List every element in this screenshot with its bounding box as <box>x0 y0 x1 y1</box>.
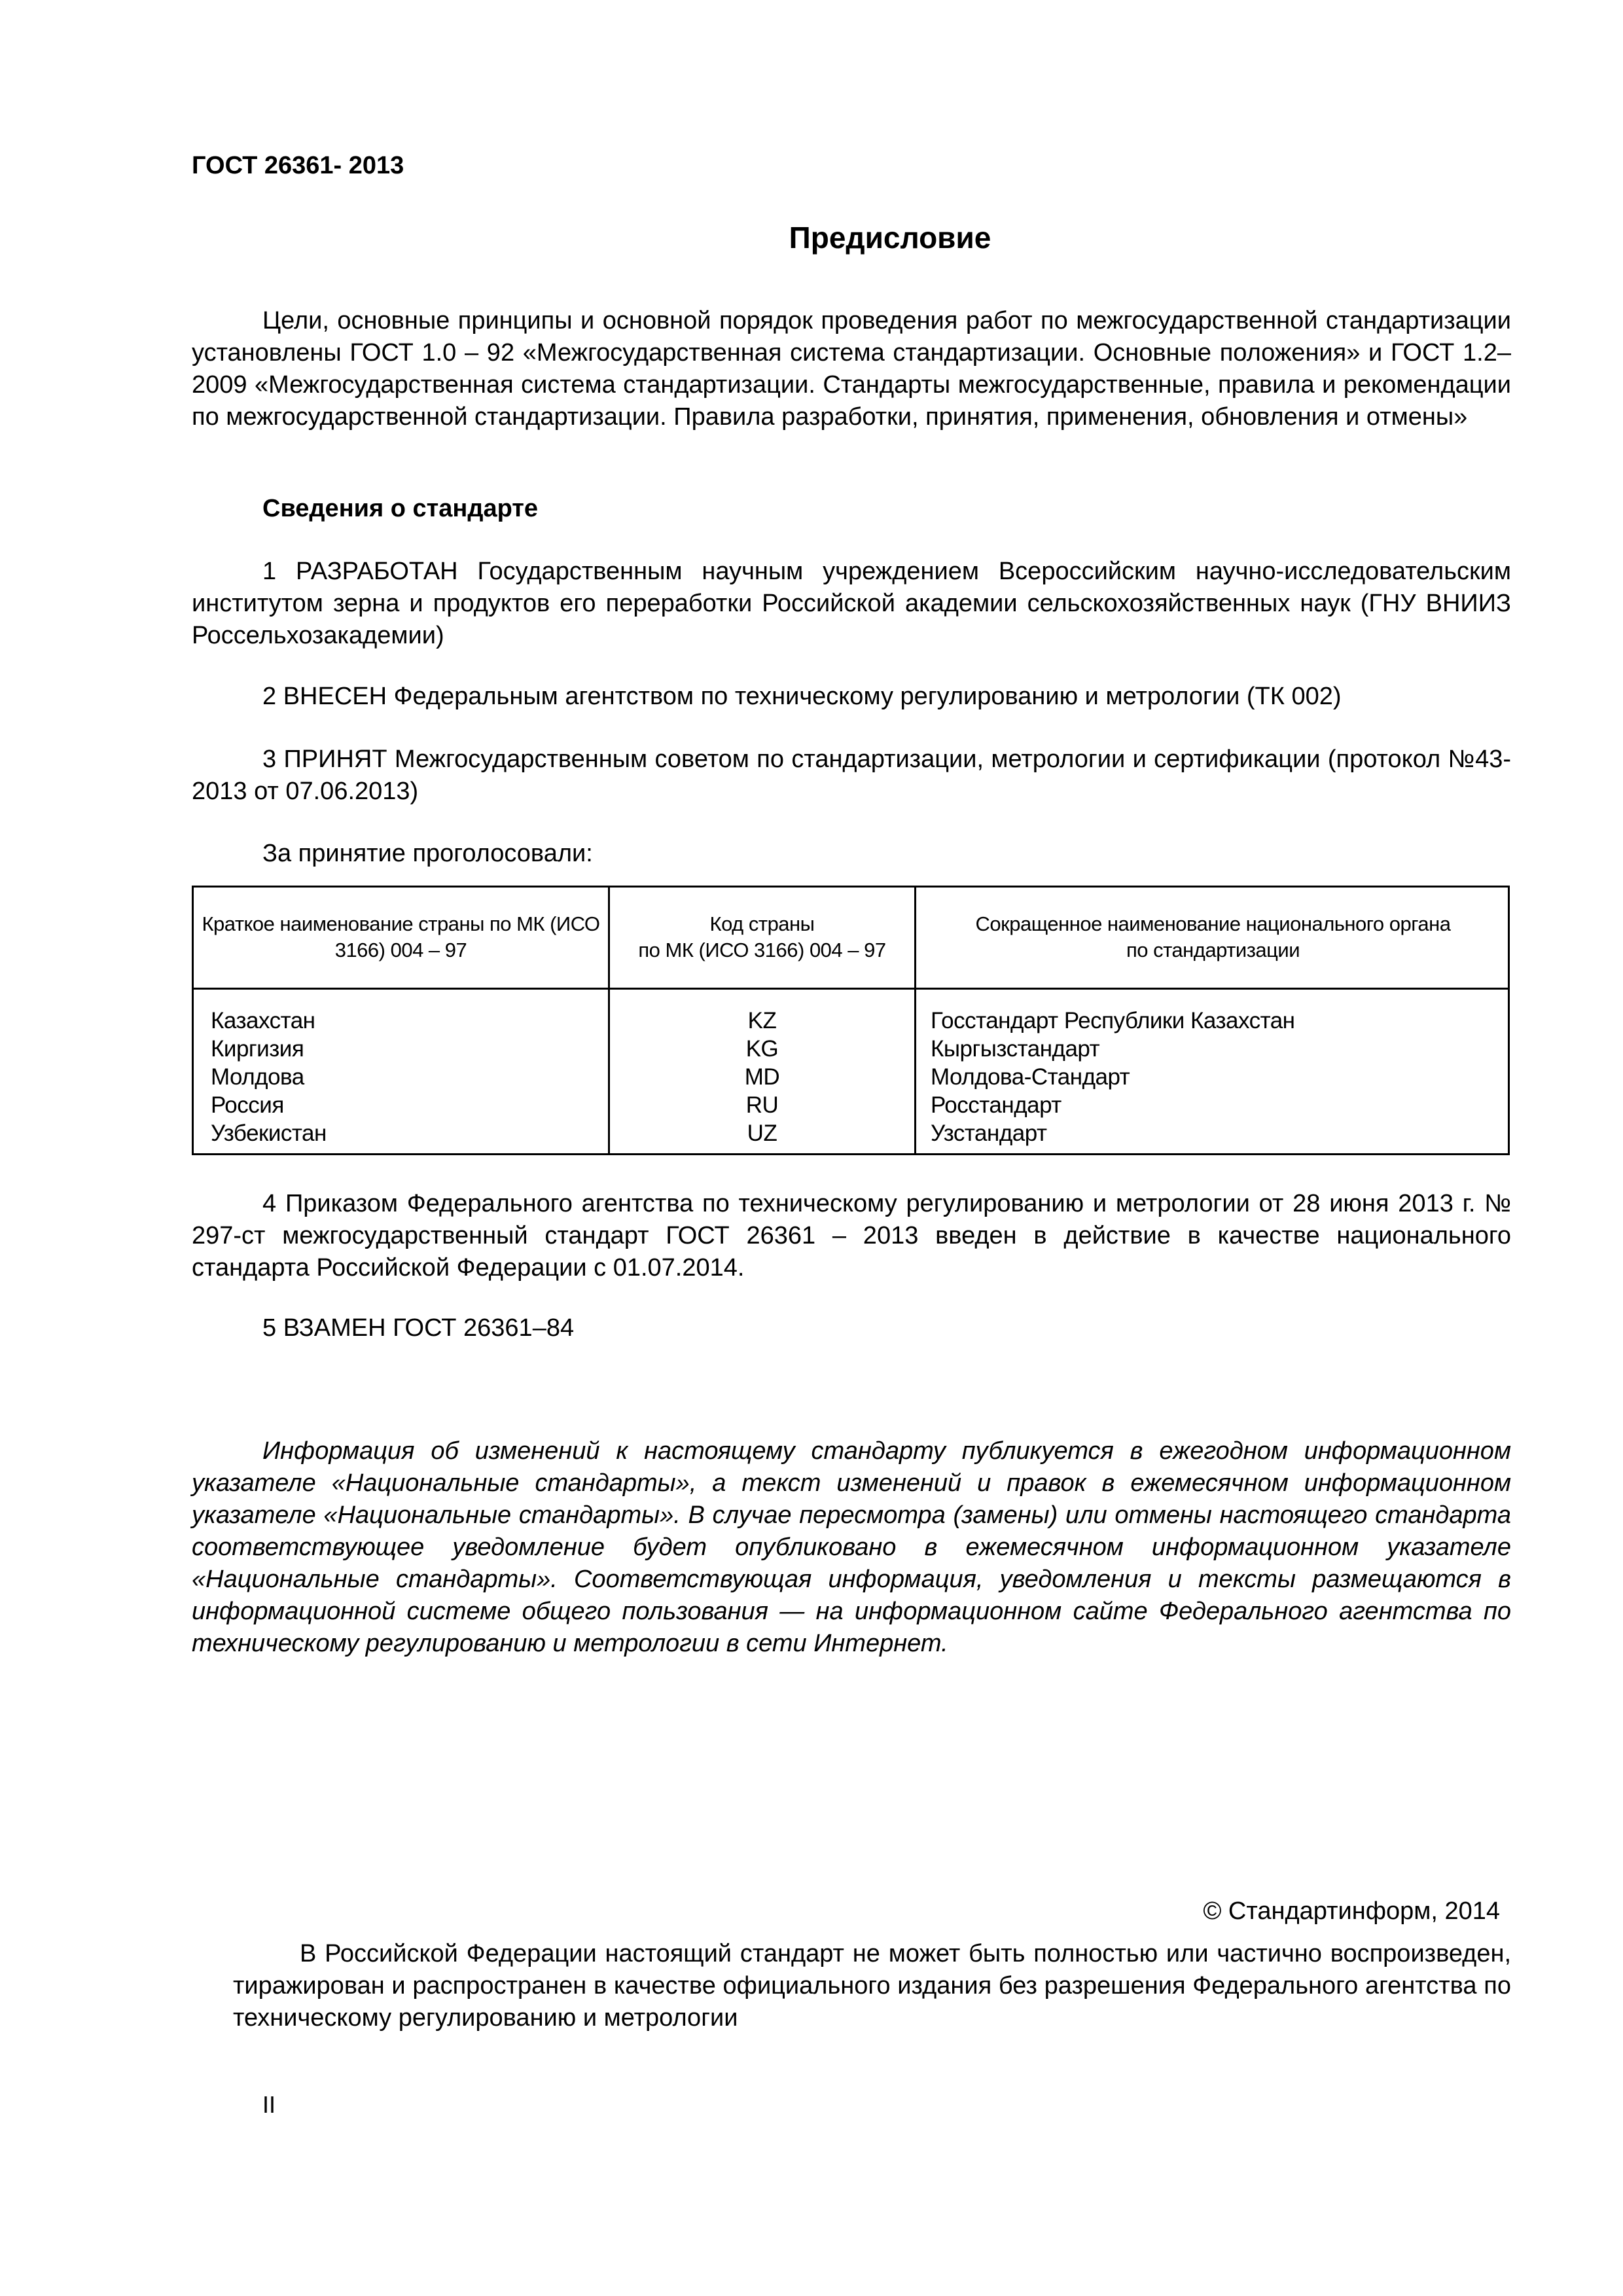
table-cell-country: Россия <box>211 1092 284 1118</box>
table-cell-country: Молдова <box>211 1064 304 1090</box>
table-cell-code: MD <box>744 1064 780 1090</box>
header-text: Код страны <box>709 912 815 935</box>
vote-line: За принятие проголосовали: <box>262 840 593 867</box>
item-5-line: 5 ВЗАМЕН ГОСТ 26361–84 <box>262 1314 575 1342</box>
table-header-country <box>194 911 608 963</box>
table-cell-body: Молдова-Стандарт <box>931 1064 1130 1090</box>
header-text: Сокращенное наименование национального органа <box>975 912 1451 935</box>
table-header-body <box>916 911 1510 963</box>
table-cell-body: Кыргызстандарт <box>931 1036 1100 1062</box>
table-cell-body: Росстандарт <box>931 1092 1061 1118</box>
item-1-paragraph: 1 РАЗРАБОТАН Государственным научным учреждением Всероссийским научно-исследовательским институтом зерна и продуктов его переработки Российской академии сельскохозяйственных наук (ГНУ ВНИИЗ Россельхозакадемии) <box>192 558 1511 649</box>
table-cell-code: KZ <box>747 1008 777 1033</box>
table-cell-code: UZ <box>747 1121 777 1146</box>
changes-info-paragraph: Информация об изменений к настоящему стандарту публикуется в ежегодном информационном указателе «Национальные стандарты», а текст изменений и правок в ежемесячном информационном указателе «Национальные стандарты». В случае пересмотра (замены) или отмены настоящего стандарта соответствующее уведомление будет опубликовано в ежемесячном информационном указателе «Национальные стандарты». Соответствующая информация, уведомления и тексты размещаются в информационной системе общего пользования — на информационном сайте Федерального агентства по техническому регулированию и метрологии в сети Интернет. <box>192 1437 1511 1657</box>
code-column <box>610 1007 914 1147</box>
table-cell-body: Госстандарт Республики Казахстан <box>931 1008 1295 1033</box>
table-cell-body: Узстандарт <box>931 1121 1047 1146</box>
header-text: Краткое наименование страны по МК (ИСО <box>202 912 600 935</box>
item-2-paragraph: 2 ВНЕСЕН Федеральным агентством по техническому регулированию и метрологии (ТК 002) <box>262 683 1342 710</box>
item-3-paragraph: 3 ПРИНЯТ Межгосударственным советом по стандартизации, метрологии и сертификации (протокол №43-2013 от 07.06.2013) <box>192 745 1511 805</box>
intro-paragraph: Цели, основные принципы и основной порядок проведения работ по межгосударственной стандартизации установлены ГОСТ 1.0 – 92 «Межгосударственная система стандартизации. Основные положения» и ГОСТ 1.2–2009 «Межгосударственная система стандартизации. Стандарты межгосударственные, правила и рекомендации по межгосударственной стандартизации. Правила разработки, принятия, применения, обновления и отмены» <box>192 307 1511 431</box>
header-text: по стандартизации <box>1126 939 1300 961</box>
table-cell-code: KG <box>745 1036 779 1062</box>
table-cell-code: RU <box>745 1092 779 1118</box>
header-text: 3166) 004 – 97 <box>334 939 467 961</box>
member-states-table <box>192 886 1510 1155</box>
table-cell-country: Киргизия <box>211 1036 304 1062</box>
country-column <box>211 1007 327 1147</box>
copyright-line: © Стандартинформ, 2014 <box>1203 1897 1500 1925</box>
table-cell-country: Казахстан <box>211 1008 315 1033</box>
page-title: Предисловие <box>789 221 991 255</box>
info-heading: Сведения о стандарте <box>262 495 539 522</box>
body-column <box>931 1007 1295 1147</box>
document-code: ГОСТ 26361- 2013 <box>192 152 404 179</box>
table-header-code <box>610 911 914 963</box>
rights-notice-paragraph: В Российской Федерации настоящий стандарт не может быть полностью или частично воспроизведен, тиражирован и распространен в качестве официального издания без разрешения Федерального агентства по техническому регулированию и метрологии <box>233 1940 1511 2032</box>
item-4-paragraph: 4 Приказом Федерального агентства по техническому регулированию и метрологии от 28 июня 2013 г. № 297-ст межгосударственный стандарт ГОСТ 26361 – 2013 введен в действие в качестве национального стандарта Российской Федерации с 01.07.2014. <box>192 1190 1511 1282</box>
table-header-divider <box>194 988 1508 990</box>
page-number: II <box>262 2091 276 2118</box>
table-cell-country: Узбекистан <box>211 1121 327 1146</box>
header-text: по МК (ИСО 3166) 004 – 97 <box>638 939 886 961</box>
